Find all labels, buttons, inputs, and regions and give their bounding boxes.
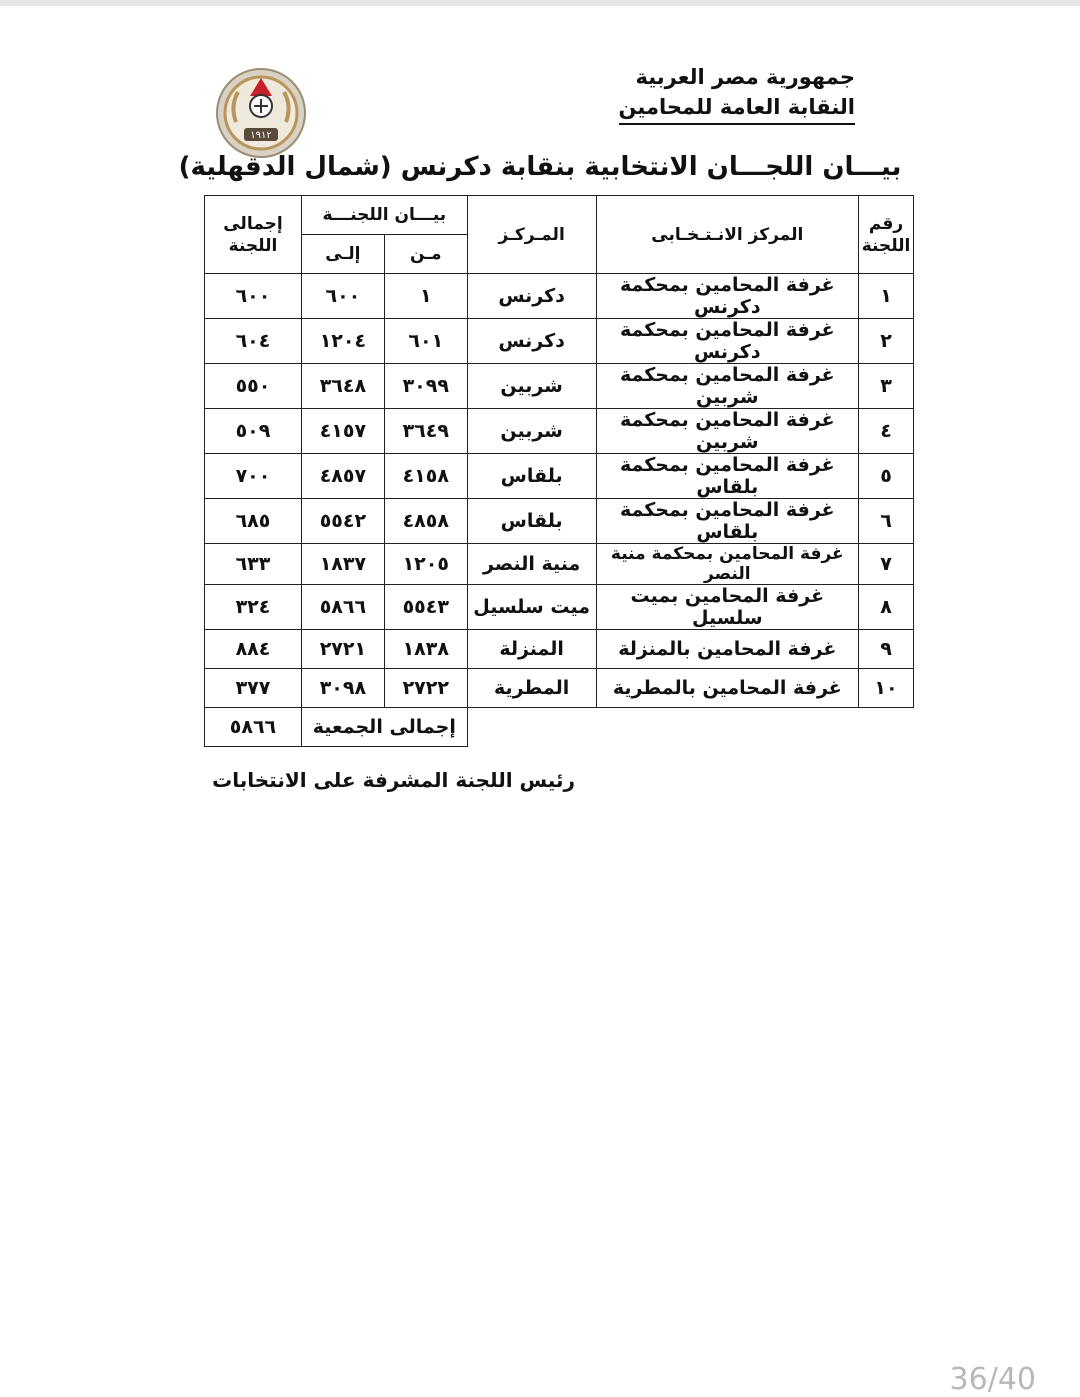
cell-district: شربين [467,409,596,454]
cell-from: ٣٠٩٩ [384,364,467,409]
cell-total: ٧٠٠ [205,454,302,499]
cell-from: ٦٠١ [384,319,467,364]
cell-district: المنزلة [467,630,596,669]
col-committee-no: رقم اللجنة [859,196,914,274]
col-from: مـن [384,235,467,274]
cell-no: ٩ [859,630,914,669]
cell-from: ٤١٥٨ [384,454,467,499]
cell-center: غرفة المحامين بمحكمة دكرنس [596,319,858,364]
cell-to: ٣٠٩٨ [301,669,384,708]
cell-district: بلقاس [467,454,596,499]
cell-total: ٥٥٠ [205,364,302,409]
table-row [205,585,914,630]
cell-to: ٥٨٦٦ [301,585,384,630]
table-row [205,274,914,319]
cell-center: غرفة المحامين بمحكمة شربين [596,409,858,454]
table-row [205,669,914,708]
cell-no: ٥ [859,454,914,499]
cell-no: ٦ [859,499,914,544]
grand-total-value: ٥٨٦٦ [205,708,302,747]
col-to: إلـى [301,235,384,274]
cell-to: ١٢٠٤ [301,319,384,364]
cell-no: ٢ [859,319,914,364]
cell-center: غرفة المحامين بميت سلسيل [596,585,858,630]
cell-to: ١٨٣٧ [301,544,384,585]
cell-to: ٢٧٢١ [301,630,384,669]
table-row [205,630,914,669]
table-row [205,409,914,454]
cell-no: ٤ [859,409,914,454]
cell-center: غرفة المحامين بمحكمة شربين [596,364,858,409]
col-committee-data: بيـــان اللجنـــة [301,196,467,235]
cell-no: ٨ [859,585,914,630]
cell-district: منية النصر [467,544,596,585]
table-row [205,319,914,364]
empty-cell [596,708,858,747]
cell-from: ١٢٠٥ [384,544,467,585]
cell-district: ميت سلسيل [467,585,596,630]
header-country: جمهورية مصر العربية [635,65,855,89]
cell-no: ١٠ [859,669,914,708]
top-rule [0,0,1080,6]
page-title: بيـــان اللجـــان الانتخابية بنقابة دكرنس (شمال الدقهلية) [178,152,902,182]
cell-total: ٥٠٩ [205,409,302,454]
cell-from: ٥٥٤٣ [384,585,467,630]
table-row [205,454,914,499]
cell-from: ١ [384,274,467,319]
cell-total: ٣٧٧ [205,669,302,708]
cell-center: غرفة المحامين بمحكمة دكرنس [596,274,858,319]
cell-center: غرفة المحامين بالمنزلة [596,630,858,669]
signature-line: رئيس اللجنة المشرفة على الانتخابات [212,768,575,792]
cell-from: ٣٦٤٩ [384,409,467,454]
cell-from: ٢٧٢٢ [384,669,467,708]
committees-table [204,195,914,747]
cell-total: ٨٨٤ [205,630,302,669]
col-election-center: المركز الانـتـخـابى [596,196,858,274]
cell-district: بلقاس [467,499,596,544]
grand-total-label: إجمالى الجمعية [301,708,467,747]
cell-center: غرفة المحامين بمحكمة بلقاس [596,454,858,499]
col-committee-total: إجمالى اللجنة [205,196,302,274]
cell-no: ٣ [859,364,914,409]
cell-total: ٦٠٤ [205,319,302,364]
syndicate-seal-icon [214,66,308,160]
cell-total: ٣٢٤ [205,585,302,630]
header-syndicate: النقابة العامة للمحامين [619,92,856,125]
cell-total: ٦٣٣ [205,544,302,585]
cell-to: ٣٦٤٨ [301,364,384,409]
cell-to: ٥٥٤٢ [301,499,384,544]
cell-total: ٦٨٥ [205,499,302,544]
cell-total: ٦٠٠ [205,274,302,319]
grand-total-row [205,708,914,747]
page-indicator: 36/40 [949,1362,1036,1397]
cell-district: المطرية [467,669,596,708]
cell-to: ٤٨٥٧ [301,454,384,499]
document-header [619,62,856,125]
table-row [205,364,914,409]
col-district: المـركـز [467,196,596,274]
table-row [205,499,914,544]
cell-center: غرفة المحامين بمحكمة منية النصر [596,544,858,585]
empty-cell [467,708,596,747]
cell-from: ١٨٣٨ [384,630,467,669]
cell-district: دكرنس [467,274,596,319]
cell-center: غرفة المحامين بمحكمة بلقاس [596,499,858,544]
empty-cell [859,708,914,747]
cell-no: ١ [859,274,914,319]
seal-year: ١٩١٢ [250,130,272,141]
cell-to: ٤١٥٧ [301,409,384,454]
cell-district: دكرنس [467,319,596,364]
table-row [205,544,914,585]
cell-center: غرفة المحامين بالمطرية [596,669,858,708]
cell-no: ٧ [859,544,914,585]
cell-district: شربين [467,364,596,409]
cell-to: ٦٠٠ [301,274,384,319]
cell-from: ٤٨٥٨ [384,499,467,544]
